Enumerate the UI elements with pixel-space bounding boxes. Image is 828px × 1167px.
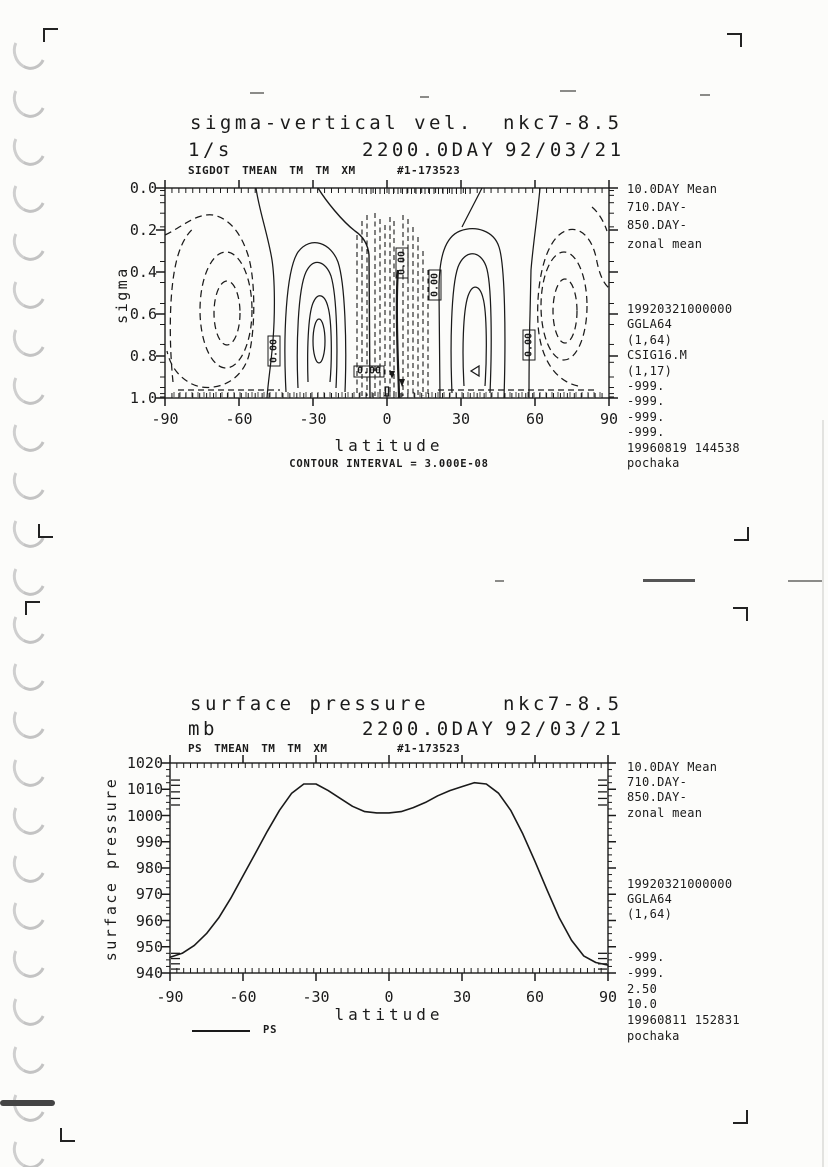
y-tick-label: 0.2 bbox=[129, 221, 157, 239]
scan-noise bbox=[495, 580, 504, 582]
zero-contour-label: 0.00 bbox=[429, 272, 441, 298]
punch-hole bbox=[8, 268, 51, 313]
punch-hole bbox=[8, 650, 51, 695]
meta-line: 10.0DAY Mean bbox=[627, 182, 718, 196]
punch-hole bbox=[8, 124, 51, 169]
meta-line: 19960819 144538 bbox=[627, 440, 740, 455]
x-tick-label: 60 bbox=[525, 410, 545, 428]
downdraft-arrow-mark bbox=[399, 379, 405, 387]
top-chart-contour-note: CONTOUR INTERVAL = 3.000E-08 bbox=[289, 458, 489, 470]
y-tick-label: 0.4 bbox=[129, 263, 157, 281]
y-tick-label: 0.8 bbox=[129, 347, 157, 365]
scan-noise bbox=[560, 90, 576, 92]
meta-line: 19920321000000 bbox=[627, 302, 733, 316]
punch-hole bbox=[8, 363, 51, 408]
x-tick-label: 30 bbox=[452, 988, 472, 1006]
zero-contour-label: 0.00 bbox=[396, 250, 408, 276]
x-tick-label: -30 bbox=[299, 410, 327, 428]
punch-hole bbox=[8, 698, 51, 743]
y-tick-label: 0.6 bbox=[129, 305, 157, 323]
punch-hole bbox=[8, 220, 51, 265]
meta-line: (1,64) bbox=[627, 332, 673, 347]
y-tick-label: 1010 bbox=[126, 780, 163, 799]
y-tick-label: 0.0 bbox=[129, 179, 157, 197]
y-tick-label: 980 bbox=[135, 859, 163, 877]
meta-line: (1,17) bbox=[627, 363, 673, 378]
meta-line: -999. bbox=[627, 425, 665, 440]
top-chart-title: sigma-vertical vel. bbox=[190, 112, 474, 134]
sigma-contour-plot bbox=[140, 175, 640, 425]
corner-mark-sheet1-bl bbox=[38, 524, 53, 538]
x-tick-label: 0 bbox=[384, 988, 394, 1006]
x-tick-label: -60 bbox=[225, 410, 253, 428]
bottom-chart-meta-block2 bbox=[627, 878, 732, 924]
scan-noise bbox=[250, 92, 264, 94]
top-chart-meta-block2 bbox=[627, 303, 740, 472]
meta-line: 850.DAY- bbox=[627, 790, 688, 805]
x-tick-label: 30 bbox=[451, 410, 471, 428]
contour-cell-southern-midlat bbox=[285, 243, 346, 392]
x-tick-label: -90 bbox=[156, 988, 184, 1006]
meta-line: (1,64) bbox=[627, 907, 673, 922]
top-chart-axes bbox=[156, 180, 618, 406]
meta-line: CSIG16.M bbox=[627, 348, 688, 363]
meta-line: zonal mean bbox=[627, 236, 703, 251]
x-tick-label: 0 bbox=[382, 410, 392, 428]
meta-line: GGLA64 bbox=[627, 892, 673, 907]
corner-mark-sheet2-tr bbox=[733, 607, 748, 621]
punch-hole bbox=[8, 77, 51, 122]
meta-line: -999. bbox=[627, 378, 665, 393]
bottom-chart-meta-block1 bbox=[627, 761, 717, 822]
bottom-chart-units: mb bbox=[188, 718, 218, 740]
meta-line: pochaka bbox=[627, 1028, 680, 1043]
punch-hole bbox=[8, 459, 51, 504]
ps-curve-path bbox=[170, 783, 608, 965]
x-tick-label: -90 bbox=[151, 410, 179, 428]
punch-hole bbox=[8, 555, 51, 600]
meta-line: 710.DAY- bbox=[627, 775, 688, 790]
top-chart-units: 1/s bbox=[188, 139, 233, 161]
zero-contour-label: 0.00 bbox=[356, 365, 382, 377]
punch-hole bbox=[8, 746, 51, 791]
open-triangle-mark bbox=[471, 366, 479, 376]
meta-line: 19920321000000 bbox=[627, 877, 733, 891]
bottom-chart-title: surface pressure bbox=[190, 693, 430, 715]
y-tick-label: 1.0 bbox=[129, 389, 157, 407]
bottom-chart-model-id: nkc7-8.5 bbox=[503, 693, 623, 715]
meta-line: 19960811 152831 bbox=[627, 1013, 740, 1028]
zero-contour-label: 0.00 bbox=[268, 338, 280, 364]
y-tick-label: 940 bbox=[135, 964, 163, 982]
punch-hole bbox=[8, 411, 51, 456]
corner-mark-sheet2-bl bbox=[60, 1128, 75, 1142]
punch-hole bbox=[8, 889, 51, 934]
scan-edge-shadow bbox=[822, 420, 824, 1167]
top-chart-y-axis-label: sigma bbox=[113, 266, 131, 324]
top-chart-model-id: nkc7-8.5 bbox=[503, 112, 623, 134]
corner-mark-sheet2-tl bbox=[25, 601, 40, 615]
contour-lines bbox=[165, 188, 609, 398]
meta-line: -999. bbox=[627, 409, 665, 424]
contour-cell-northern-polar bbox=[538, 207, 609, 386]
meta-line: GGLA64 bbox=[627, 317, 673, 332]
corner-mark-sheet1-tl bbox=[43, 28, 58, 42]
meta-line: zonal mean bbox=[627, 805, 703, 820]
punch-hole bbox=[8, 794, 51, 839]
legend-label: PS bbox=[263, 1024, 278, 1036]
punch-hole bbox=[8, 841, 51, 886]
zero-contour-label: 0.00 bbox=[523, 332, 535, 358]
punch-hole bbox=[8, 172, 51, 217]
punch-hole bbox=[8, 316, 51, 361]
bottom-chart-axes bbox=[162, 755, 616, 981]
meta-line: 10.0 bbox=[627, 997, 658, 1012]
top-chart-run-number: #1-173523 bbox=[397, 164, 461, 177]
y-tick-label: 990 bbox=[135, 832, 163, 851]
meta-line: 710.DAY- bbox=[627, 200, 688, 215]
scan-noise bbox=[420, 96, 429, 98]
contour-cell-southern-polar bbox=[165, 215, 254, 388]
bottom-chart-date: 92/03/21 bbox=[505, 718, 625, 740]
top-chart-meta-block1 bbox=[627, 183, 717, 256]
top-chart-date: 92/03/21 bbox=[505, 139, 625, 161]
scan-noise bbox=[700, 94, 710, 96]
punch-hole bbox=[8, 1033, 51, 1078]
y-tick-label: 1020 bbox=[126, 754, 163, 772]
meta-line: 2.50 bbox=[627, 981, 658, 996]
top-chart-x-axis-label: latitude bbox=[334, 436, 444, 455]
corner-mark-sheet2-br bbox=[733, 1110, 748, 1124]
y-tick-label: 970 bbox=[135, 885, 163, 904]
bottom-chart-variables: PS TMEAN TM TM XM bbox=[188, 742, 328, 755]
meta-line: -999. bbox=[627, 394, 665, 409]
corner-mark-sheet1-tr bbox=[727, 33, 742, 47]
punch-hole bbox=[8, 937, 51, 982]
y-tick-label: 950 bbox=[135, 937, 163, 956]
legend-line bbox=[192, 1030, 250, 1032]
x-tick-label: 90 bbox=[599, 410, 619, 428]
punch-hole bbox=[8, 1128, 51, 1167]
meta-line: 850.DAY- bbox=[627, 218, 688, 233]
contour-cell-northern-midlat bbox=[439, 188, 505, 398]
y-tick-label: 960 bbox=[135, 911, 163, 930]
top-chart-variables: SIGDOT TMEAN TM TM XM bbox=[188, 164, 356, 177]
meta-line: -999. bbox=[627, 950, 665, 964]
bottom-chart-run-number: #1-173523 bbox=[397, 742, 461, 755]
bottom-chart-x-axis-label: latitude bbox=[334, 1005, 444, 1024]
x-tick-label: 60 bbox=[525, 988, 545, 1006]
scan-noise bbox=[788, 580, 822, 582]
meta-line: 10.0DAY Mean bbox=[627, 760, 718, 774]
x-tick-label: 90 bbox=[598, 988, 618, 1006]
meta-line: pochaka bbox=[627, 455, 680, 470]
y-tick-label: 1000 bbox=[126, 806, 163, 825]
top-chart-time: 2200.0DAY bbox=[362, 139, 497, 161]
scan-noise bbox=[643, 579, 695, 582]
bottom-chart-meta-block3 bbox=[627, 951, 740, 1046]
bottom-chart-time: 2200.0DAY bbox=[362, 718, 497, 740]
bottom-chart-y-axis-label: surface pressure bbox=[102, 776, 120, 962]
x-tick-label: -30 bbox=[302, 988, 330, 1006]
ps-curve bbox=[170, 783, 608, 965]
punch-hole bbox=[8, 985, 51, 1030]
x-tick-label: -60 bbox=[229, 988, 257, 1006]
scan-noise bbox=[0, 1100, 55, 1106]
meta-line: -999. bbox=[627, 965, 665, 980]
corner-mark-sheet1-br bbox=[734, 527, 749, 541]
